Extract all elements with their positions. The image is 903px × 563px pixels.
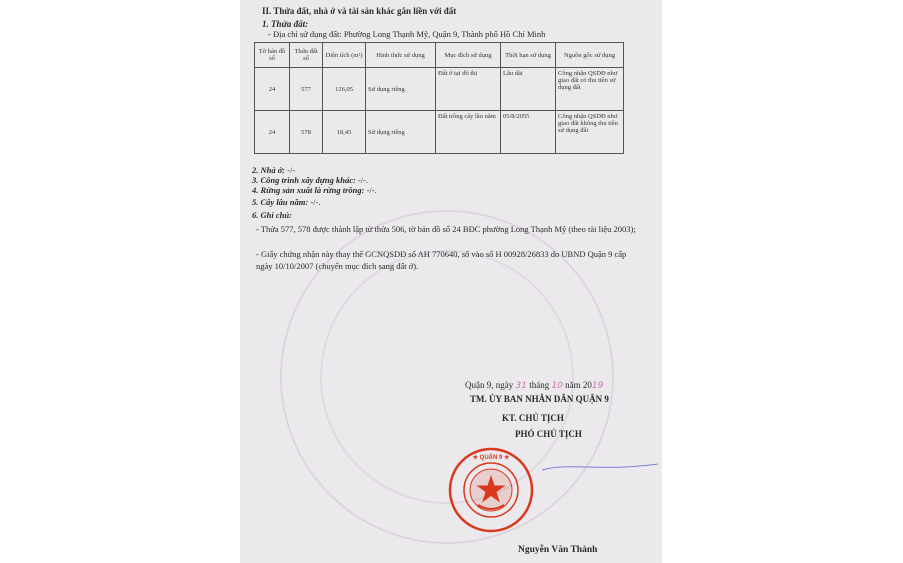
land-heading: 1. Thửa đất: bbox=[262, 19, 309, 29]
svg-text:★ QUẬN 9 ★: ★ QUẬN 9 ★ bbox=[472, 455, 510, 461]
cell-term: Lâu dài bbox=[501, 68, 556, 111]
table-header-row bbox=[255, 43, 624, 68]
header-area: Diện tích (m²) bbox=[323, 43, 366, 68]
note-item: - Giấy chứng nhận này thay thế GCNQSDĐ số AH 770640, số vào số H 00928/26833 do UBND Quận 9 cấp ngày 10/10/2007 (chuyển mục đích sang đất ở). bbox=[256, 249, 627, 271]
house-value: -/- bbox=[287, 165, 296, 175]
header-term: Thời hạn sử dụng bbox=[501, 43, 556, 68]
cell-term: 05/8/2055 bbox=[501, 111, 556, 154]
note-item: - Thửa 577, 578 được thành lập từ thửa 506, tờ bản đồ số 24 BĐC phường Long Thạnh Mỹ (theo tài liệu 2003); bbox=[256, 224, 636, 234]
header-map-sheet: Tờ bản đồ số bbox=[255, 43, 290, 68]
date-month: 10 bbox=[551, 381, 563, 391]
month-label: tháng bbox=[529, 380, 550, 390]
forest-value: -/-. bbox=[366, 185, 377, 195]
house-item bbox=[252, 165, 295, 175]
header-lot-number: Thửa đất số bbox=[290, 43, 323, 68]
table-row bbox=[255, 111, 624, 154]
cell-origin: Công nhận QSDĐ như giao đất có thu tiền sử dụng đất bbox=[556, 68, 624, 111]
section-title: II. Thửa đất, nhà ở và tài sản khác gắn liền với đất bbox=[262, 6, 457, 16]
header-purpose: Mục đích sử dụng bbox=[436, 43, 501, 68]
forest-item bbox=[252, 185, 377, 195]
pen-stroke bbox=[540, 460, 660, 474]
year-label: năm 20 bbox=[565, 380, 592, 390]
cell-usage-form: Sử dụng riêng bbox=[366, 68, 436, 111]
cell-usage-form: Sử dụng riêng bbox=[366, 111, 436, 154]
address-value: Phường Long Thạnh Mỹ, Quận 9, Thành phố Hồ Chí Minh bbox=[343, 29, 546, 39]
date-day: 31 bbox=[515, 381, 527, 391]
cell-purpose: Đất ở tại đô thị bbox=[436, 68, 501, 111]
cell-lot-number: 578 bbox=[290, 111, 323, 154]
land-lots-table bbox=[254, 42, 624, 154]
deputy-chairman-title: PHÓ CHỦ TỊCH bbox=[515, 429, 582, 439]
header-origin: Nguồn gốc sử dụng bbox=[556, 43, 624, 68]
address-label: - Địa chỉ sử dụng đất: bbox=[268, 29, 342, 39]
cell-origin: Công nhận QSDĐ như giao đất không thu tiền sử dụng đất bbox=[556, 111, 624, 154]
watermark-inner-circle bbox=[320, 250, 574, 504]
house-label: 2. Nhà ở: bbox=[252, 165, 286, 175]
table-row bbox=[255, 68, 624, 111]
on-behalf-chairman: KT. CHỦ TỊCH bbox=[502, 413, 564, 423]
forest-label: 4. Rừng sản xuất là rừng trồng: bbox=[252, 185, 365, 195]
cell-map-sheet: 24 bbox=[255, 68, 290, 111]
header-usage-form: Hình thức sử dụng bbox=[366, 43, 436, 68]
trees-item bbox=[252, 197, 320, 207]
date-year: 19 bbox=[591, 381, 604, 391]
signing-date bbox=[465, 380, 603, 391]
cell-area: 126,05 bbox=[323, 68, 366, 111]
cell-map-sheet: 24 bbox=[255, 111, 290, 154]
cell-purpose: Đất trồng cây lâu năm bbox=[436, 111, 501, 154]
land-address bbox=[268, 29, 545, 39]
trees-label: 5. Cây lâu năm: bbox=[252, 197, 309, 207]
construction-label: 3. Công trình xây dựng khác: bbox=[252, 175, 356, 185]
signer-name: Nguyễn Văn Thành bbox=[518, 545, 598, 555]
official-seal-icon bbox=[448, 447, 534, 533]
issuing-authority: TM. ỦY BAN NHÂN DÂN QUẬN 9 bbox=[470, 394, 609, 404]
construction-item bbox=[252, 175, 368, 185]
notes-label: 6. Ghi chú: bbox=[252, 210, 292, 220]
trees-value: -/-. bbox=[310, 197, 321, 207]
cell-lot-number: 577 bbox=[290, 68, 323, 111]
cell-area: 18,45 bbox=[323, 111, 366, 154]
date-prefix: Quận 9, ngày bbox=[465, 380, 514, 390]
certificate-page bbox=[240, 0, 662, 563]
construction-value: -/-. bbox=[357, 175, 369, 185]
